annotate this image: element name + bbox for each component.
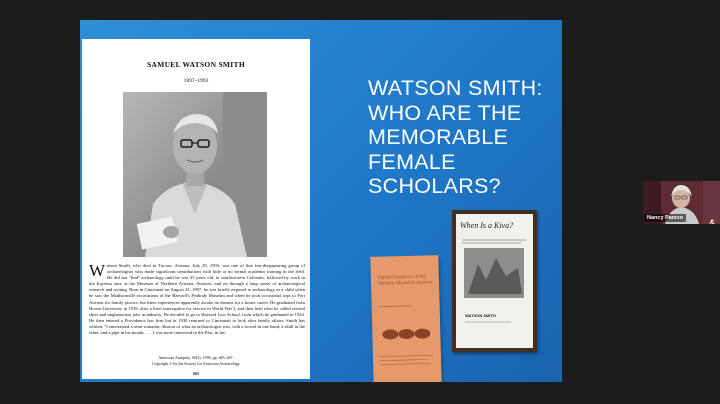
- obituary-page-image: [82, 39, 310, 379]
- citation-line-1: American Antiquity, 60(4), 1995, pp. 665–667.: [158, 355, 234, 360]
- citation-line-2: Copyright © by the Society for American Archaeology: [152, 360, 240, 366]
- page-number: 665: [193, 371, 199, 376]
- book-cover-when-is-a-kiva: [452, 210, 537, 352]
- drop-cap: W: [89, 263, 106, 280]
- portrait-photo: [123, 92, 267, 257]
- biography-text: [89, 263, 305, 351]
- biography-body: atson Smith, who died in Tucson, Arizona, July 29, 1993, was one of that fast-disappearing group of archaeologists who made significant contributions with little or no formal academic training in the field. He did not "find" archaeology until he was 35 years old, in southwestern Colorado, followed by work in the Kayenta area, at the Museum of Northern Arizona, Awatovi, and on through a long career of archaeological research and writing. Born in Cincinnati on August 21, 1897, he was briefly exposed to archaeology as a child when he saw the Madisonville excavations of the Harvard's Peabody Museum and when he took occasional trips to Fort Ancient for family picnics, but these experiences apparently awoke no dreams for a future career. He graduated from Brown University in 1919, after a brief interruption for service in World War I, and then held what he called several short and unglamorous jobs in industry. He decided to go to Harvard Law School, from which he graduated in 1924. He then entered a Providence law firm but in 1930 returned to Cincinnati to look after family affairs. Smith has written, "I entertained a semi-romantic illusion of what an archaeologist was, with a trowel in one hand, a skull in the other, and a pipe in his mouth. . . . I was more interested in the Past, in his-: [89, 263, 305, 336]
- page-title: SAMUEL WATSON SMITH: [147, 60, 245, 69]
- book1-title: Painted Ceramics of the Western Mound at Awatovi: [377, 274, 433, 287]
- book2-author: WATSON SMITH: [465, 313, 496, 318]
- book2-cover-panel: [456, 214, 533, 348]
- presentation-slide: [80, 20, 562, 382]
- participant-name: Nancy Parezo: [644, 214, 686, 222]
- page-years: 1897–1993: [183, 78, 209, 84]
- slide-heading: WATSON SMITH: WHO ARE THE MEMORABLE FEMALE SCHOLARS?: [368, 76, 543, 198]
- book-cover-painted-ceramics: [370, 255, 441, 382]
- book2-title: When Is a Kiva?: [460, 221, 514, 230]
- participant-video-tile[interactable]: [643, 181, 720, 224]
- citation: [82, 355, 310, 366]
- microphone-muted-icon: [708, 214, 716, 222]
